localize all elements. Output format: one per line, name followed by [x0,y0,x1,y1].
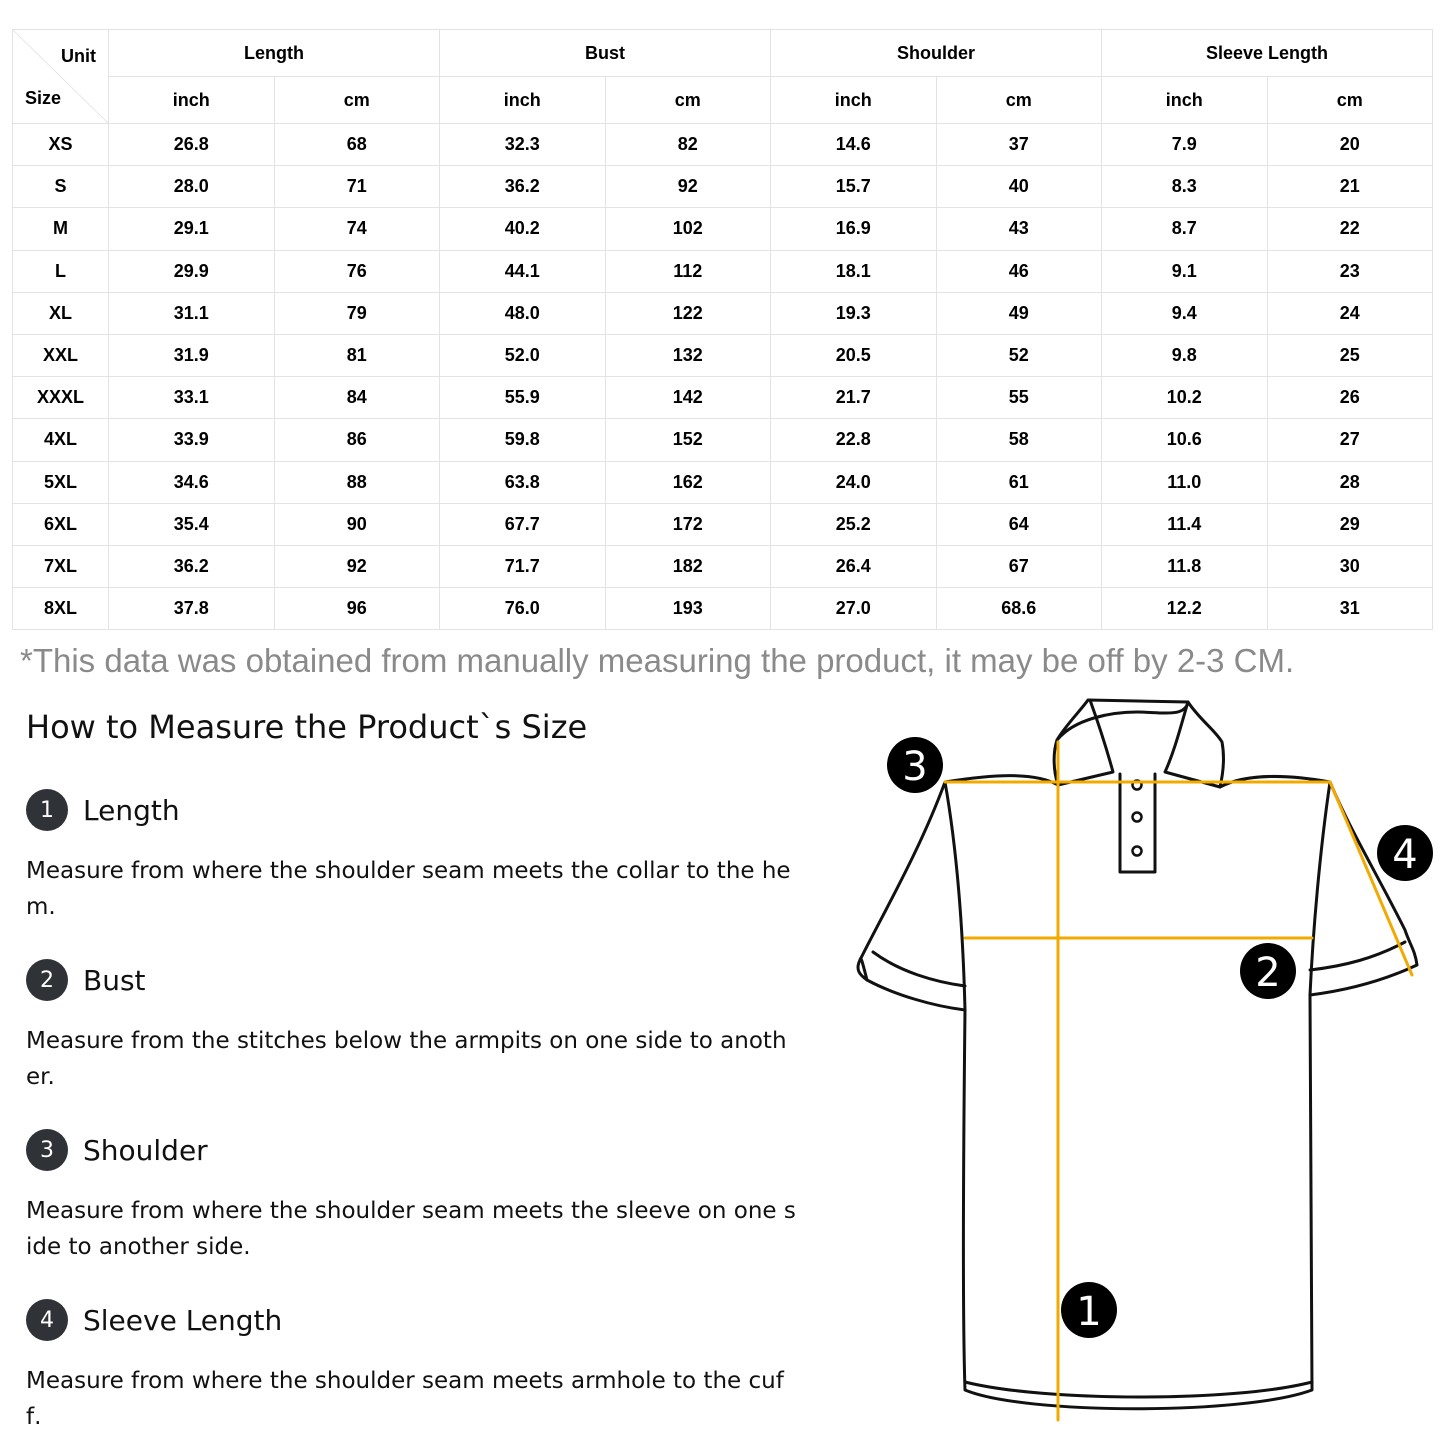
measurement-cell: 152 [605,419,771,461]
table-row [13,292,1433,334]
measurement-cell: 84 [274,377,440,419]
unit-header: cm [605,77,771,124]
marker-3 [887,737,943,793]
table-row [13,377,1433,419]
collar-right-flap [1165,702,1223,787]
measurement-cell: 32.3 [440,124,606,166]
marker-label: 2 [1255,950,1281,996]
step-length-heading [26,789,180,831]
measurement-cell: 92 [274,545,440,587]
step-description: Measure from where the shoulder seam meets the collar to the hem. [26,858,791,920]
size-chart-table [12,29,1433,630]
group-header-bust: Bust [440,30,771,77]
group-header-sleeve-length: Sleeve Length [1102,30,1433,77]
measurement-cell: 37.8 [109,588,275,630]
measurement-cell: 36.2 [440,166,606,208]
measurement-cell: 182 [605,545,771,587]
size-label-cell: M [13,208,109,250]
step-label: Bust [83,963,146,997]
measurement-cell: 81 [274,334,440,376]
table-row [13,250,1433,292]
measurement-cell: 68 [274,124,440,166]
measurement-cell: 35.4 [109,503,275,545]
step-description: Measure from where the shoulder seam meets the sleeve on one side to another side. [26,1198,796,1260]
measurement-cell: 9.4 [1102,292,1268,334]
measurement-cell: 11.8 [1102,545,1268,587]
step-bust-heading [26,959,146,1001]
measurement-cell: 10.6 [1102,419,1268,461]
measurement-cell: 33.1 [109,377,275,419]
measurement-cell: 71 [274,166,440,208]
measurement-cell: 26.4 [771,545,937,587]
measurement-cell: 23 [1267,250,1433,292]
measurement-cell: 52.0 [440,334,606,376]
measurement-cell: 18.1 [771,250,937,292]
measurement-cell: 28 [1267,461,1433,503]
group-header-length: Length [109,30,440,77]
measurement-cell: 90 [274,503,440,545]
size-label-cell: L [13,250,109,292]
size-label-cell: S [13,166,109,208]
howto-title: How to Measure the Product`s Size [26,708,588,746]
measurement-cell: 132 [605,334,771,376]
measurement-cell: 193 [605,588,771,630]
measurement-cell: 52 [936,334,1102,376]
marker-label: 3 [902,744,928,790]
table-row [13,166,1433,208]
measurement-cell: 76.0 [440,588,606,630]
measurement-cell: 9.1 [1102,250,1268,292]
size-label-cell: XXL [13,334,109,376]
measurement-cell: 31.1 [109,292,275,334]
button-icon [1133,847,1142,856]
measurement-cell: 29.9 [109,250,275,292]
step-shoulder-heading [26,1129,208,1171]
step-number-badge: 4 [26,1299,68,1341]
measurement-cell: 43 [936,208,1102,250]
measurement-cell: 67 [936,545,1102,587]
measurement-cell: 86 [274,419,440,461]
measurement-cell: 7.9 [1102,124,1268,166]
measurement-cell: 19.3 [771,292,937,334]
measurement-cell: 20.5 [771,334,937,376]
measurement-cell: 71.7 [440,545,606,587]
measurement-cell: 11.4 [1102,503,1268,545]
measurement-cell: 14.6 [771,124,937,166]
measurement-cell: 25 [1267,334,1433,376]
measurement-cell: 40.2 [440,208,606,250]
shirt-outline [858,700,1417,1409]
step-number-badge: 1 [26,789,68,831]
step-label: Sleeve Length [83,1303,283,1337]
marker-label: 4 [1392,832,1418,878]
measurement-cell: 25.2 [771,503,937,545]
measurement-cell: 37 [936,124,1102,166]
table-row [13,588,1433,630]
step-number-badge: 3 [26,1129,68,1171]
measurement-cell: 34.6 [109,461,275,503]
button-icon [1133,813,1142,822]
measurement-cell: 29 [1267,503,1433,545]
hem-line [965,1382,1312,1397]
measurement-cell: 88 [274,461,440,503]
measurement-cell: 67.7 [440,503,606,545]
step-description: Measure from the stitches below the armpits on one side to another. [26,1028,787,1090]
measurement-cell: 9.8 [1102,334,1268,376]
table-row [13,461,1433,503]
measurement-cell: 162 [605,461,771,503]
step-label: Shoulder [83,1133,208,1167]
measurement-cell: 16.9 [771,208,937,250]
collar-left-flap [1054,700,1113,785]
unit-header: inch [440,77,606,124]
measurement-cell: 122 [605,292,771,334]
measurement-cell: 27.0 [771,588,937,630]
unit-header: cm [936,77,1102,124]
measurement-cell: 33.9 [109,419,275,461]
marker-4 [1377,825,1433,881]
measurement-cell: 10.2 [1102,377,1268,419]
measurement-cell: 82 [605,124,771,166]
measurement-cell: 44.1 [440,250,606,292]
measurement-cell: 92 [605,166,771,208]
measurement-cell: 31 [1267,588,1433,630]
measurement-lines [945,742,1412,1420]
measurement-cell: 61 [936,461,1102,503]
unit-header: cm [274,77,440,124]
step-sleeve-length-heading [26,1299,282,1341]
measurement-cell: 96 [274,588,440,630]
measurement-cell: 27 [1267,419,1433,461]
measurement-cell: 79 [274,292,440,334]
measurement-cell: 142 [605,377,771,419]
table-row [13,503,1433,545]
measurement-cell: 20 [1267,124,1433,166]
measurement-cell: 22 [1267,208,1433,250]
left-cuff [860,952,965,986]
step-label: Length [83,793,180,827]
measurement-cell: 22.8 [771,419,937,461]
table-row [13,208,1433,250]
measurement-disclaimer: *This data was obtained from manually measuring the product, it may be off by 2-3 CM. [20,642,1295,679]
table-row [13,124,1433,166]
measurement-cell: 46 [936,250,1102,292]
measurement-cell: 29.1 [109,208,275,250]
measurement-cell: 11.0 [1102,461,1268,503]
measurement-cell: 172 [605,503,771,545]
measurement-cell: 64 [936,503,1102,545]
measurement-cell: 28.0 [109,166,275,208]
measurement-cell: 12.2 [1102,588,1268,630]
measurement-cell: 31.9 [109,334,275,376]
marker-2 [1240,943,1296,999]
measurement-cell: 15.7 [771,166,937,208]
collar-back [1057,700,1188,740]
size-label-cell: 6XL [13,503,109,545]
measurement-cell: 55.9 [440,377,606,419]
unit-header: inch [771,77,937,124]
table-row [13,545,1433,587]
right-cuff [1310,942,1405,970]
measurement-cell: 58 [936,419,1102,461]
table-row [13,334,1433,376]
unit-header: inch [1102,77,1268,124]
measurement-cell: 8.3 [1102,166,1268,208]
size-table-body [13,124,1433,630]
measurement-cell: 76 [274,250,440,292]
placket-buttons [1133,781,1142,856]
measurement-cell: 21 [1267,166,1433,208]
measurement-cell: 26 [1267,377,1433,419]
measurement-cell: 49 [936,292,1102,334]
measurement-cell: 112 [605,250,771,292]
measurement-cell: 63.8 [440,461,606,503]
measurement-cell: 24.0 [771,461,937,503]
measurement-cell: 26.8 [109,124,275,166]
measurement-cell: 59.8 [440,419,606,461]
measurement-cell: 102 [605,208,771,250]
measurement-cell: 40 [936,166,1102,208]
measurement-cell: 48.0 [440,292,606,334]
size-label-cell: XXXL [13,377,109,419]
marker-1 [1061,1282,1117,1338]
size-label-cell: 7XL [13,545,109,587]
measurement-cell: 68.6 [936,588,1102,630]
measurement-cell: 8.7 [1102,208,1268,250]
left-armhole [945,782,965,1010]
corner-unit-label: Unit [61,46,96,66]
right-armhole [1310,782,1330,995]
marker-label: 1 [1076,1289,1102,1335]
unit-header: cm [1267,77,1433,124]
polo-shirt-diagram [845,690,1435,1430]
unit-header: inch [109,77,275,124]
measurement-cell: 55 [936,377,1102,419]
size-label-cell: XL [13,292,109,334]
size-label-cell: 4XL [13,419,109,461]
measurement-cell: 36.2 [109,545,275,587]
size-label-cell: 8XL [13,588,109,630]
table-row [13,419,1433,461]
table-corner-header [13,30,109,124]
size-label-cell: XS [13,124,109,166]
measurement-cell: 74 [274,208,440,250]
step-number-badge: 2 [26,959,68,1001]
size-label-cell: 5XL [13,461,109,503]
step-description: Measure from where the shoulder seam meets armhole to the cuff. [26,1368,784,1430]
measurement-cell: 21.7 [771,377,937,419]
corner-size-label: Size [25,88,62,108]
measurement-cell: 30 [1267,545,1433,587]
group-header-shoulder: Shoulder [771,30,1102,77]
measurement-cell: 24 [1267,292,1433,334]
